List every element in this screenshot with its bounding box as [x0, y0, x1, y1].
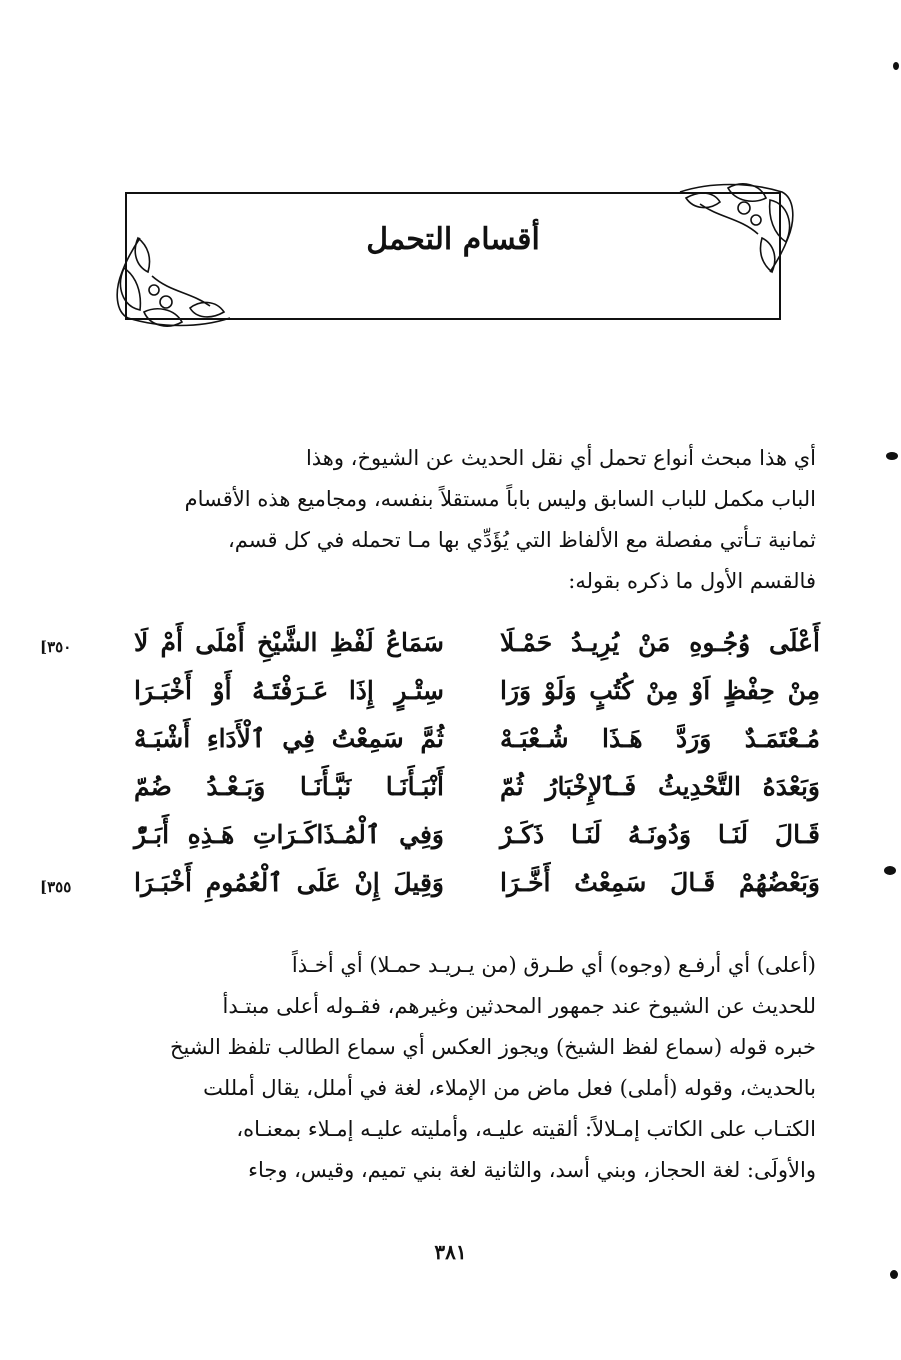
verse-row: [40, 772, 820, 818]
commentary-line: للحديث عن الشيوخ عند جمهور المحدثين وغيرهم، فقـوله أعلى مبتـدأ: [222, 994, 816, 1018]
commentary-line: (أعلى) أي أرفـع (وجوه) أي طـرق (من يـريـد حمـلا) أي أخـذاً: [291, 953, 816, 977]
commentary-line: والأولَى: لغة الحجاز، وبني أسد، والثانية لغة بني تميم، وقيس، وجاء: [248, 1158, 816, 1182]
page-number: ٣٨١: [434, 1240, 467, 1264]
commentary-paragraph: [118, 945, 816, 1191]
commentary-line: بالحديث، وقوله (أملى) فعل ماض من الإملاء، لغة في أملل، يقال أمللت: [203, 1076, 816, 1100]
margin-mark: [884, 866, 896, 875]
verse-number: [٣٥٠: [40, 638, 72, 656]
verse-row: [40, 676, 820, 722]
poem-verses: [40, 628, 820, 918]
commentary-line: الكتـاب على الكاتب إمـلالاً: ألقيته عليـه، وأمليته عليـه إمـلاء بمعنـاه،: [236, 1117, 816, 1141]
verse-first-hemistich: مُـعْتَمَـدٌ وَرَدَّ هَـذَا شُـعْبَـهْ: [500, 724, 820, 753]
verse-second-hemistich: سَمَاعُ لَفْظِ الشَّيْخِ أَمْلَى أَمْ لَا: [134, 628, 444, 657]
intro-line: الباب مكمل للباب السابق وليس باباً مستقلاً بنفسه، ومجاميع هذه الأقسام: [184, 487, 816, 511]
verse-row: [40, 724, 820, 770]
margin-mark: [886, 452, 898, 460]
verse-row: [40, 628, 820, 674]
verse-number: [٣٥٥: [40, 878, 72, 896]
intro-line: فالقسم الأول ما ذكره بقوله:: [568, 569, 816, 593]
section-title: أقسام التحمل: [366, 222, 540, 257]
intro-paragraph: [118, 438, 816, 602]
verse-second-hemistich: سِتْـرٍ إِذَا عَـرَفْتَـهُ أَوْ أَخْبَـرَا: [134, 676, 444, 705]
verse-row: [40, 868, 820, 914]
verse-first-hemistich: وَبَعْضُهُمْ قَـالَ سَمِعْتُ أَخَّـرَا: [500, 868, 820, 897]
commentary-line: خبره قوله (سماع لفظ الشيخ) ويجوز العكس أي سماع الطالب تلفظ الشيخ: [169, 1035, 816, 1059]
verse-second-hemistich: أَنْبَـأَنَـا نَبَّـأَنَـا وَبَـعْـدُ ضُمّ: [134, 772, 444, 801]
verse-second-hemistich: وَقِيلَ إِنْ عَلَى ٱلْعُمُومِ أَخْبَـرَا: [134, 868, 444, 897]
verse-first-hemistich: مِنْ حِفْظٍ اَوْ مِنْ كُتُبٍ وَلَوْ وَرَا: [500, 676, 820, 705]
intro-line: ثمانية تـأتي مفصلة مع الألفاظ التي يُؤَدِّي بها مـا تحمله في كل قسم،: [227, 528, 816, 552]
verse-second-hemistich: ثُمَّ سَمِعْتُ فِي ٱلْأَدَاءِ أَشْبَـهْ: [134, 724, 444, 753]
verse-second-hemistich: وَفِي ٱلْمُـذَاكَـرَاتِ هَـذِهِ أَبَـرّْ: [134, 820, 444, 849]
margin-mark: [890, 1270, 898, 1279]
margin-mark: [893, 62, 899, 70]
verse-row: [40, 820, 820, 866]
intro-line: أي هذا مبحث أنواع تحمل أي نقل الحديث عن الشيوخ، وهذا: [305, 446, 816, 470]
verse-first-hemistich: أَعْلَى وُجُـوهِ مَنْ يُرِيـدُ حَمْـلَا: [500, 628, 820, 657]
verse-first-hemistich: وَبَعْدَهُ التَّحْدِيثُ فَـٱلإِخْبَارُ ثُمّ: [500, 772, 820, 801]
verse-first-hemistich: قَـالَ لَنَـا وَدُونَـهُ لَنَـا ذَكَـرْ: [500, 820, 820, 849]
